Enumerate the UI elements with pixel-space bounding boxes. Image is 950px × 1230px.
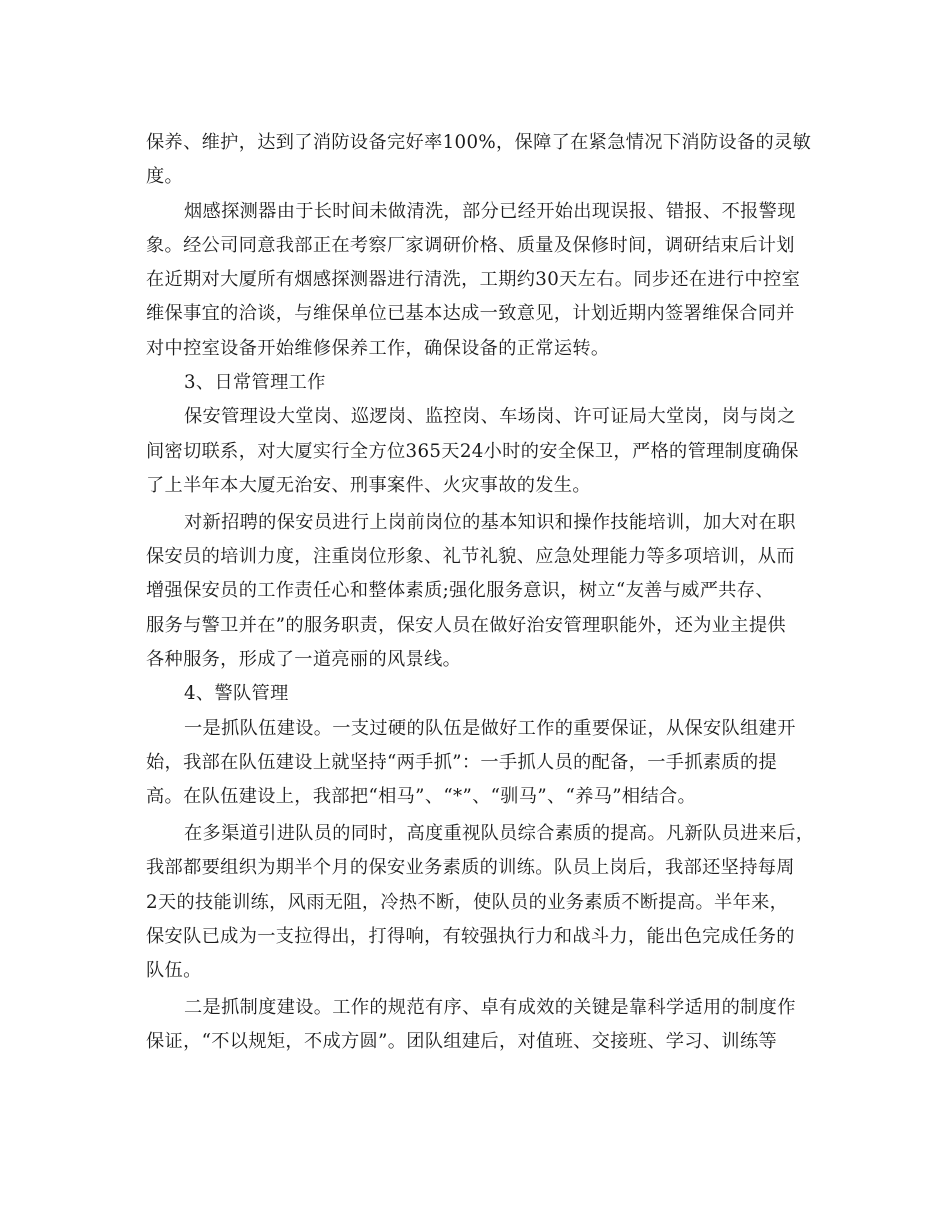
text-line: 保证，“不以规矩，不成方圆”。团队组建后，对值班、交接班、学习、训练等 xyxy=(146,1031,778,1053)
paragraph-first-line: 在多渠道引进队员的同时，高度重视队员综合素质的提高。凡新队员进来后， xyxy=(184,822,815,844)
text-line: 队伍。 xyxy=(146,960,202,982)
paragraph-first-line: 烟感探测器由于长时间未做清洗，部分已经开始出现误报、错报、不报警现 xyxy=(184,200,796,222)
text-line: 在近期对大厦所有烟感探测器进行清洗，工期约30天左右。同步还在进行中控室 xyxy=(146,269,801,291)
section-heading: 3、日常管理工作 xyxy=(184,372,326,394)
text-line: 保养、维护，达到了消防设备完好率100%，保障了在紧急情况下消防设备的灵敏 xyxy=(146,132,812,153)
text-line: 我部都要组织为期半个月的保安业务素质的训练。队员上岗后，我部还坚持每周 xyxy=(146,857,795,879)
text-line: 保安员的培训力度，注重岗位形象、礼节礼貌、应急处理能力等多项培训，从而 xyxy=(146,546,795,568)
paragraph-first-line: 二是抓制度建设。工作的规范有序、卓有成效的关键是靠科学适用的制度作 xyxy=(184,996,796,1018)
text-line: 高。在队伍建设上，我部把“相马”、“*”、“驯马”、“养马”相结合。 xyxy=(146,786,697,808)
paragraph-first-line: 保安管理设大堂岗、巡逻岗、监控岗、车场岗、许可证局大堂岗，岗与岗之 xyxy=(184,406,796,428)
text-line: 始，我部在队伍建设上就坚持“两手抓”：一手抓人员的配备，一手抓素质的提 xyxy=(146,751,778,773)
paragraph-first-line: 对新招聘的保安员进行上岗前岗位的基本知识和操作技能培训，加大对在职 xyxy=(184,511,796,533)
section-heading: 4、警队管理 xyxy=(184,683,289,705)
text-line: 度。 xyxy=(146,166,184,188)
text-line: 2天的技能训练，风雨无阻，冷热不断，使队员的业务素质不断提高。半年来， xyxy=(146,891,789,913)
text-line: 增强保安员的工作责任心和整体素质;强化服务意识，树立“友善与威严共存、 xyxy=(146,580,774,602)
text-line: 对中控室设备开始维修保养工作，确保设备的正常运转。 xyxy=(146,337,610,359)
text-line: 保安队已成为一支拉得出，打得响，有较强执行力和战斗力，能出色完成任务的 xyxy=(146,925,795,947)
text-line: 了上半年本大厦无治安、刑事案件、火灾事故的发生。 xyxy=(146,474,591,496)
text-line: 间密切联系，对大厦实行全方位365天24小时的安全保卫，严格的管理制度确保 xyxy=(146,440,799,462)
text-line: 象。经公司同意我部正在考察厂家调研价格、质量及保修时间，调研结束后计划 xyxy=(146,234,795,256)
paragraph-first-line: 一是抓队伍建设。一支过硬的队伍是做好工作的重要保证，从保安队组建开 xyxy=(184,717,796,739)
text-line: 各种服务，形成了一道亮丽的风景线。 xyxy=(146,648,462,670)
text-line: 服务与警卫并在”的服务职责，保安人员在做好治安管理职能外，还为业主提供 xyxy=(146,614,786,636)
text-line: 维保事宜的洽谈，与维保单位已基本达成一致意见，计划近期内签署维保合同并 xyxy=(146,303,795,325)
document-body xyxy=(146,126,815,1060)
